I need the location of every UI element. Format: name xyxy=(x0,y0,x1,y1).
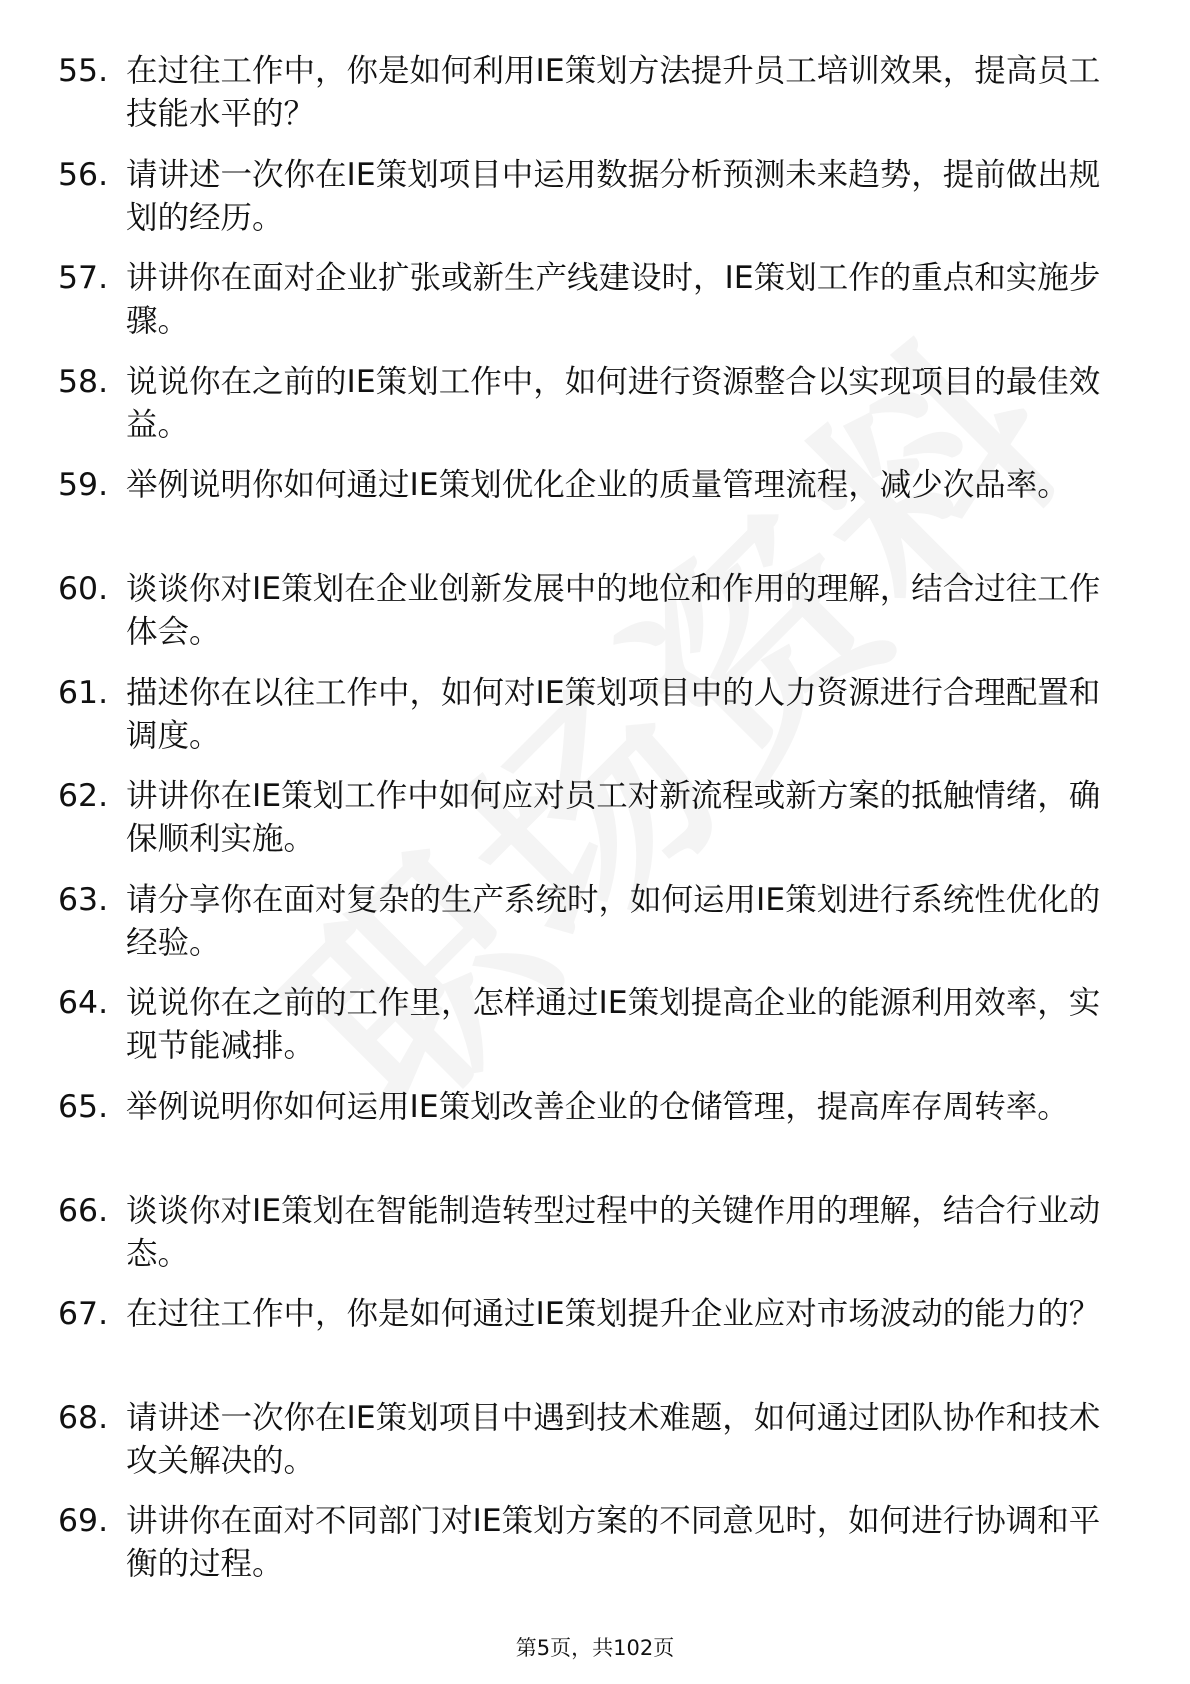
question-text: 谈谈你对IE策划在智能制造转型过程中的关键作用的理解，结合行业动态。 xyxy=(126,1192,1101,1272)
question-number: 64. xyxy=(58,985,109,1022)
question-item xyxy=(58,1500,1108,1604)
question-item xyxy=(58,775,1108,879)
question-number: 58. xyxy=(58,363,109,400)
question-text: 讲讲你在面对不同部门对IE策划方案的不同意见时，如何进行协调和平衡的过程。 xyxy=(126,1503,1101,1583)
question-number: 67. xyxy=(58,1296,109,1333)
question-item xyxy=(58,879,1108,983)
question-text: 请分享你在面对复杂的生产系统时，如何运用IE策划进行系统性优化的经验。 xyxy=(126,881,1101,961)
question-number: 65. xyxy=(58,1088,109,1125)
question-number: 68. xyxy=(58,1399,109,1436)
page-number-label: 第5页，共102页 xyxy=(515,1636,675,1660)
question-text: 谈谈你对IE策划在企业创新发展中的地位和作用的理解，结合过往工作体会。 xyxy=(126,570,1101,650)
question-text: 举例说明你如何运用IE策划改善企业的仓储管理，提高库存周转率。 xyxy=(126,1088,1069,1125)
question-text: 请讲述一次你在IE策划项目中运用数据分析预测未来趋势，提前做出规划的经历。 xyxy=(126,156,1101,236)
question-number: 63. xyxy=(58,881,109,918)
question-item xyxy=(58,50,1108,154)
question-item xyxy=(58,154,1108,258)
question-item xyxy=(58,361,1108,465)
question-number: 60. xyxy=(58,570,109,607)
question-text: 描述你在以往工作中，如何对IE策划项目中的人力资源进行合理配置和调度。 xyxy=(126,674,1101,754)
question-item xyxy=(58,464,1108,568)
question-item xyxy=(58,1086,1108,1190)
question-item xyxy=(58,672,1108,776)
question-text: 说说你在之前的工作里，怎样通过IE策划提高企业的能源利用效率，实现节能减排。 xyxy=(126,985,1101,1065)
question-number: 59. xyxy=(58,467,109,504)
question-text: 讲讲你在面对企业扩张或新生产线建设时，IE策划工作的重点和实施步骤。 xyxy=(126,260,1101,340)
question-item xyxy=(58,257,1108,361)
question-text: 在过往工作中，你是如何通过IE策划提升企业应对市场波动的能力的？ xyxy=(126,1296,1101,1333)
question-number: 69. xyxy=(58,1503,109,1540)
question-number: 55. xyxy=(58,53,109,89)
question-number: 57. xyxy=(58,260,109,297)
question-item xyxy=(58,568,1108,672)
question-text: 说说你在之前的IE策划工作中，如何进行资源整合以实现项目的最佳效益。 xyxy=(126,363,1101,443)
question-item xyxy=(58,1190,1108,1294)
question-item xyxy=(58,982,1108,1086)
question-number: 61. xyxy=(58,674,109,711)
question-text: 请讲述一次你在IE策划项目中遇到技术难题，如何通过团队协作和技术攻关解决的。 xyxy=(126,1399,1101,1479)
question-item xyxy=(58,1397,1108,1501)
page-footer xyxy=(0,1632,1190,1662)
question-item xyxy=(58,1293,1108,1397)
question-number: 56. xyxy=(58,156,109,193)
question-text: 讲讲你在IE策划工作中如何应对员工对新流程或新方案的抵触情绪，确保顺利实施。 xyxy=(126,778,1101,858)
question-text: 在过往工作中，你是如何利用IE策划方法提升员工培训效果，提高员工技能水平的？ xyxy=(126,53,1101,132)
question-number: 66. xyxy=(58,1192,109,1229)
question-text: 举例说明你如何通过IE策划优化企业的质量管理流程，减少次品率。 xyxy=(126,467,1069,504)
question-list xyxy=(58,50,1108,1604)
question-number: 62. xyxy=(58,778,109,815)
